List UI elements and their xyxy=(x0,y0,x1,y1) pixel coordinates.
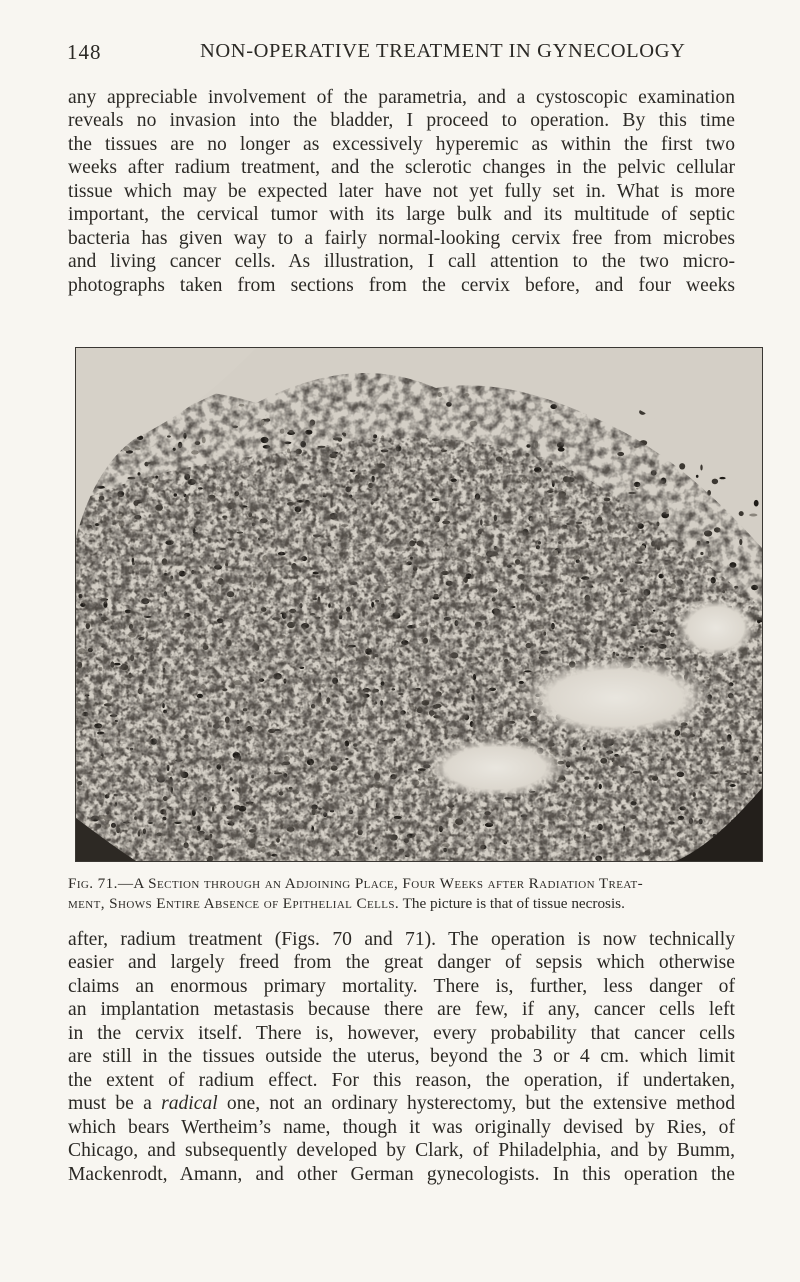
text-line: claims an enormous primary mortality. There is, further, less danger of xyxy=(68,975,735,997)
running-head: NON-OPERATIVE TREATMENT IN GYNECOLOGY xyxy=(200,40,686,62)
text-line: Chicago, and subsequently developed by Clark, of Philadelphia, and by Bumm, xyxy=(68,1140,735,1162)
cell-speck xyxy=(739,511,744,516)
figure-caption xyxy=(68,874,735,914)
text-line: photographs taken from sections from the cervix before, and four weeks xyxy=(68,274,735,296)
cell-speck xyxy=(696,475,699,478)
text-line: Mackenrodt, Amann, and other German gynecologists. In this operation the xyxy=(68,1163,735,1185)
caption-text: —A Section through an Adjoining Place, Four Weeks after Radiation Treat- xyxy=(117,875,644,892)
page-number: 148 xyxy=(67,40,102,64)
caption-line xyxy=(68,894,735,914)
necrosis-light-area xyxy=(521,658,711,738)
tissue-micrograph-image xyxy=(76,348,762,861)
caption-line xyxy=(68,874,735,894)
text-line: the extent of radium effect. For this reason, the operation, if undertaken, xyxy=(68,1069,735,1091)
cell-speck xyxy=(719,477,725,479)
text-line: the tissues are no longer as excessively hyperemic as within the first two xyxy=(68,133,735,155)
cell-speck xyxy=(700,465,702,471)
micrograph-figure xyxy=(75,347,763,862)
text-segment: must be a xyxy=(68,1093,162,1115)
text-line xyxy=(68,1092,735,1115)
paragraph-top xyxy=(68,86,735,297)
text-line: and living cancer cells. As illustration, I call attention to the two micro- xyxy=(68,251,735,273)
emphasis-radical: radical xyxy=(161,1093,218,1115)
text-line: easier and largely freed from the great danger of sepsis which otherwise xyxy=(68,952,735,974)
text-segment: one, not an ordinary hysterectomy, but the extensive method xyxy=(217,1093,735,1115)
text-line: weeks after radium treatment, and the sclerotic changes in the pelvic cellular xyxy=(68,157,735,179)
necrosis-light-area xyxy=(426,738,566,798)
cell-speck xyxy=(754,500,759,507)
paragraph-bottom xyxy=(68,928,735,1186)
text-line: after, radium treatment (Figs. 70 and 71). The operation is now technically xyxy=(68,929,735,950)
text-line: important, the cervical tumor with its large bulk and its multitude of septic xyxy=(68,204,735,226)
cell-speck xyxy=(749,514,757,517)
text-line: bacteria has given way to a fairly normal-looking cervix free from microbes xyxy=(68,227,735,249)
cell-speck xyxy=(712,479,718,485)
text-line: any appreciable involvement of the parametria, and a cystoscopic examination xyxy=(68,87,735,108)
text-line: which bears Wertheim’s name, though it was originally devised by Ries, of xyxy=(68,1116,735,1138)
necrosis-light-area xyxy=(676,598,756,658)
caption-text: ment, Shows Entire Absence of Epithelial Cells. xyxy=(68,895,400,912)
text-line: are still in the tissues outside the uterus, beyond the 3 or 4 cm. which limit xyxy=(68,1046,735,1068)
text-line: reveals no invasion into the bladder, I proceed to operation. By this time xyxy=(68,110,735,132)
text-line: tissue which may be expected later have not yet fully set in. What is more xyxy=(68,180,735,202)
cell-speck xyxy=(679,463,685,469)
text-line: an implantation metastasis because there are few, if any, cancer cells left xyxy=(68,999,735,1021)
figure-label: Fig. 71. xyxy=(68,875,118,892)
caption-text: The picture is that of tissue necrosis. xyxy=(399,895,625,912)
text-line: in the cervix itself. There is, however, every probability that cancer cells xyxy=(68,1022,735,1044)
page-header xyxy=(67,40,733,70)
